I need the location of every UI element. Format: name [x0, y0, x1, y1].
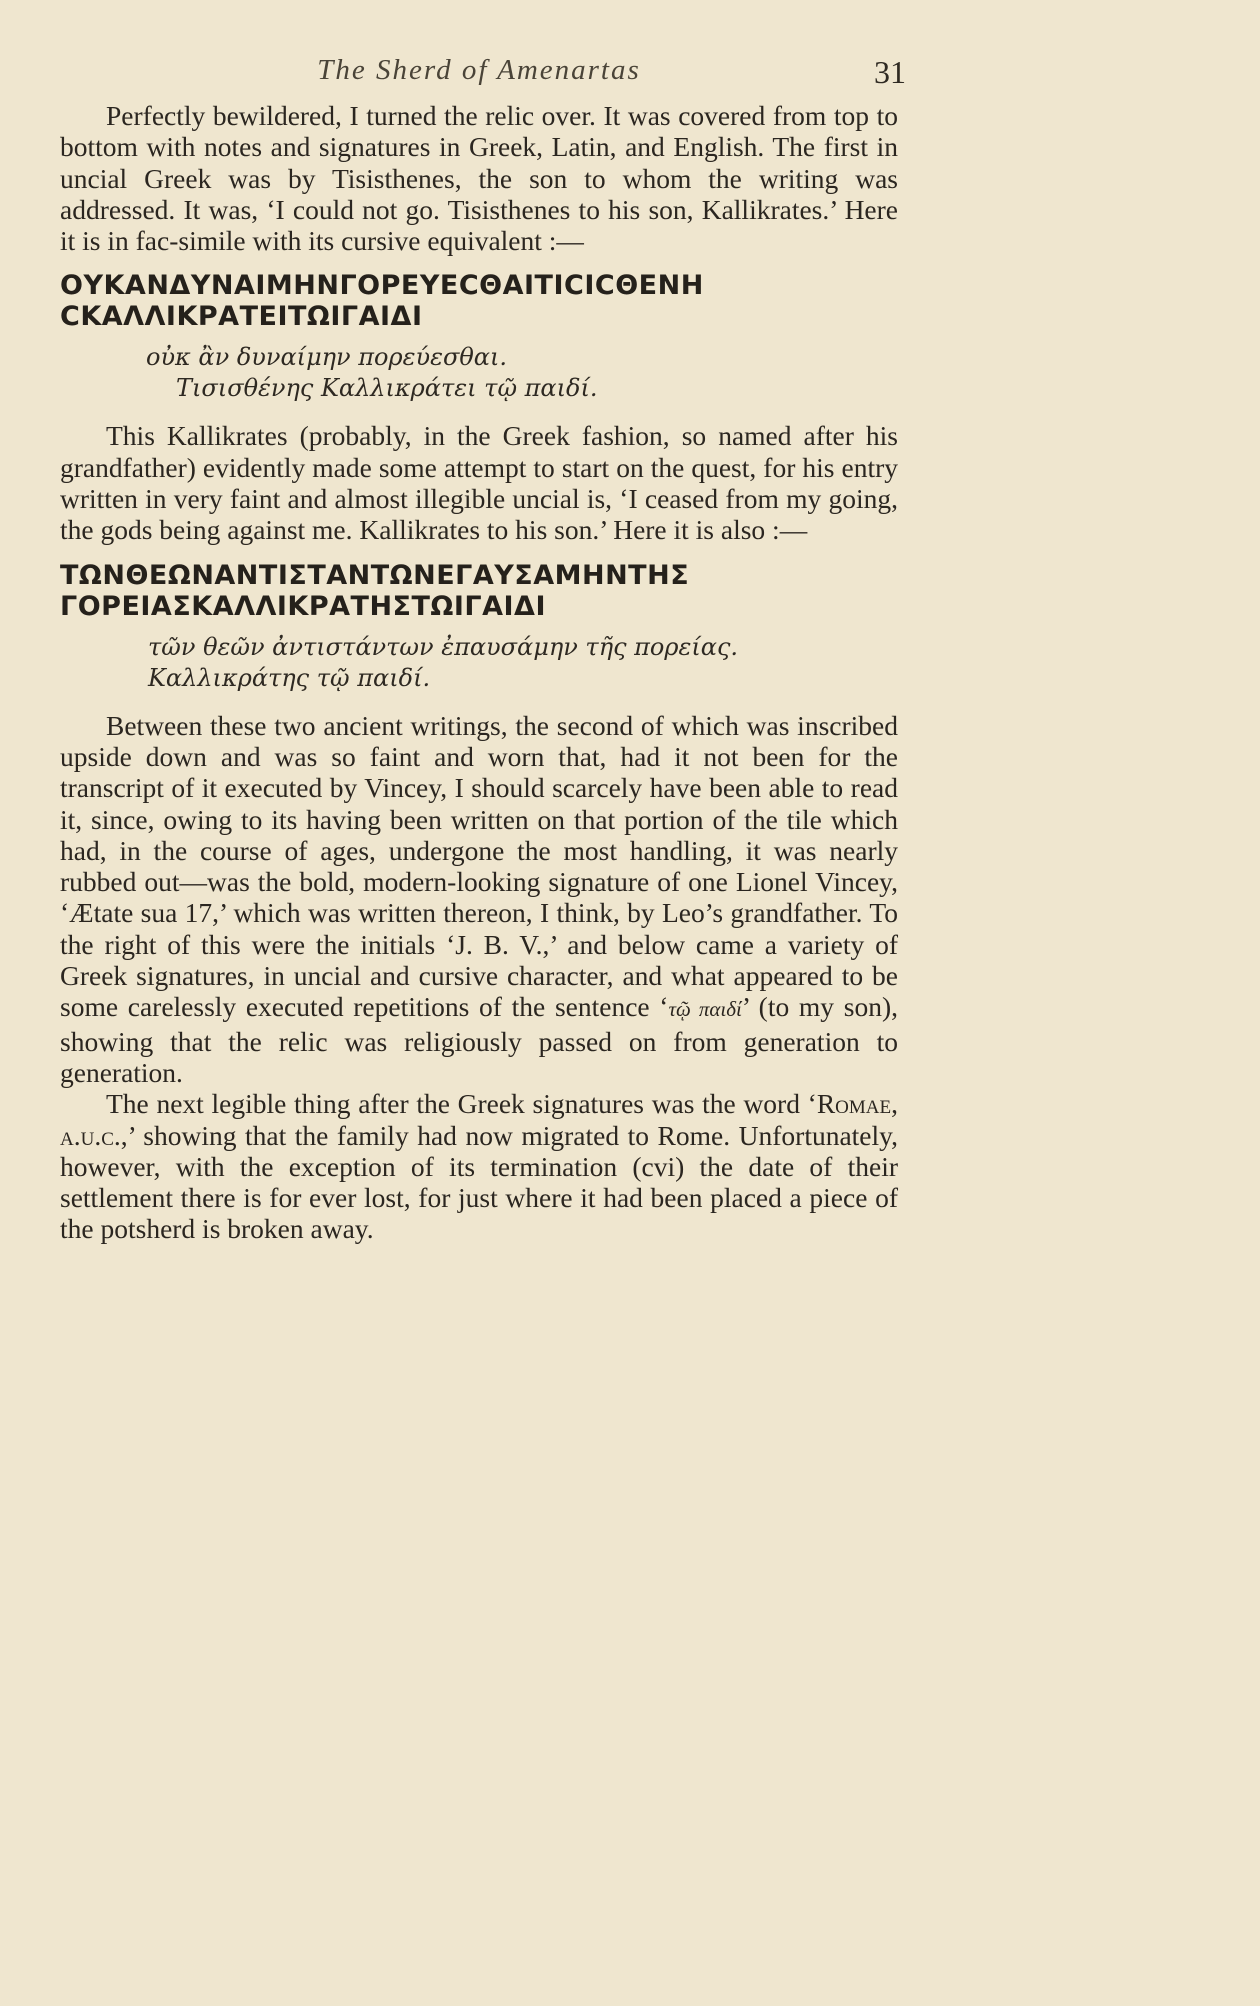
uncial-line: ϹΚΑΛΛΙΚΡΑΤΕΙΤΩΙΓΑΙΔΙ — [60, 301, 423, 333]
cursive-line: Καλλικράτης τῷ παιδί. — [148, 663, 431, 692]
paragraph-4-text: The next legible thing after the Greek signatures was the word ‘ — [106, 1088, 817, 1120]
paragraph-3 — [60, 710, 898, 1089]
paragraph-3-text-end: ’ (to my son), showing that the relic was religiously passed on from generation to generation. — [60, 991, 898, 1088]
inscription-second — [60, 560, 898, 694]
cursive-line: τῶν θεῶν ἀντιστάντων ἐπαυσάμην τῆς πορείας. — [148, 632, 739, 661]
paragraph-2: This Kallikrates (probably, in the Greek fashion, so named after his grandfather) evidently made some attempt to start on the quest, for his entry written in very faint and almost illegible uncial is, ‘I ceased from my going, the gods being against me. Kallikrates to his son.’ Here it is also :— — [60, 420, 898, 546]
inscription-first — [60, 270, 898, 404]
running-title: The Sherd of Amenartas — [317, 54, 641, 86]
cursive-line: οὐκ ἂν δυναίμην πορεύεσθαι. — [146, 343, 508, 372]
book-page — [60, 40, 906, 1245]
paragraph-3-text: Between these two ancient writings, the second of which was inscribed upside down and was so faint and worn that, had it not been for the transcript of it executed by Vincey, I should scarcely have been able to read it, since, owing to its having been written on that portion of the tile which had, in the course of ages, undergone the most handling, it was nearly rubbed out—was the bold, modern-looking signature of one Lionel Vincey, ‘Ætate sua 17,’ which was written thereon, I think, by Leo’s grandfather. To the right of this were the initials ‘J. B. V.,’ and below came a variety of Greek signatures, in uncial and cursive character, and what appeared to be some carelessly executed repetitions of the sentence ‘ — [60, 709, 898, 1023]
uncial-line: ΟΥΚΑΝΔΥΝΑΙΜΗΝΓΟΡΕΥΕϹΘΑΙΤΙϹΙϹΘΕΝΗ — [60, 270, 704, 302]
uncial-line: ΓΟΡΕΙΑΣΚΑΛΛΙΚΡΑΤΗΣΤΩΙΓΑΙΔΙ — [60, 590, 547, 622]
paragraph-4 — [60, 1088, 898, 1244]
paragraph-4-text-end: ,’ showing that the family had now migrated to Rome. Unfortunately, however, with the exception of its termination (cvi) the date of their settlement there is for ever lost, for just where it had been placed a piece of the potsherd is broken away. — [60, 1119, 898, 1245]
paragraph-1: Perfectly bewildered, I turned the relic over. It was covered from top to bottom with notes and signatures in Greek, Latin, and English. The first in uncial Greek was by Tisisthenes, the son to whom the writing was addressed. It was, ‘I could not go. Tisisthenes to his son, Kallikrates.’ Here it is in fac-simile with its cursive equivalent :— — [60, 100, 898, 257]
small-caps-word: Romae, a.u.c. — [60, 1088, 898, 1151]
greek-phrase: τῷ παιδί — [668, 997, 742, 1022]
cursive-line: Τισισθένης Καλλικράτει τῷ παιδί. — [176, 374, 598, 403]
uncial-line: ΤΩΝΘΕΩΝΑΝΤΙΣΤΑΝΤΩΝΕΓΑΥΣΑΜΗΝΤΗΣ — [60, 559, 690, 591]
page-header — [60, 40, 906, 96]
page-number: 31 — [874, 54, 906, 90]
